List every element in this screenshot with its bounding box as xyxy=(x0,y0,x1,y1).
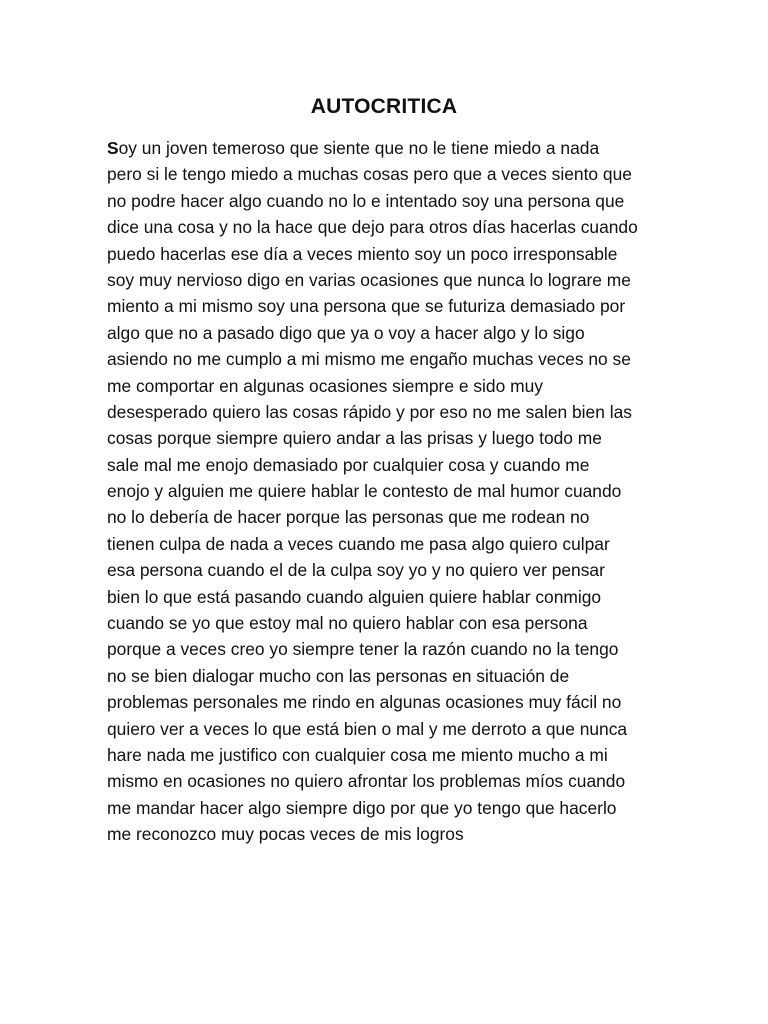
body-line-19: cuando se yo que estoy mal no quiero hablar con esa persona xyxy=(107,613,588,634)
body-line-16: tienen culpa de nada a veces cuando me pasa algo quiero culpar xyxy=(107,533,610,554)
body-line-8: algo que no a pasado digo que ya o voy a hacer algo y lo sigo xyxy=(107,322,585,343)
body-line-12: cosas porque siempre quiero andar a las prisas y luego todo me xyxy=(107,428,602,449)
body-line-6: soy muy nervioso digo en varias ocasiones que nunca lo lograre me xyxy=(107,269,631,290)
body-line-3: no podre hacer algo cuando no lo e intentado soy una persona que xyxy=(107,190,625,211)
body-line-20: porque a veces creo yo siempre tener la razón cuando no la tengo xyxy=(107,639,619,660)
body-line-25: mismo en ocasiones no quiero afrontar los problemas míos cuando xyxy=(107,771,626,792)
body-line-15: no lo debería de hacer porque las personas que me rodean no xyxy=(107,507,590,528)
document-body xyxy=(107,135,667,848)
body-line-11: desesperado quiero las cosas rápido y por eso no me salen bien las xyxy=(107,401,632,422)
body-line-5: puedo hacerlas ese día a veces miento soy un poco irresponsable xyxy=(107,243,618,264)
body-line-7: miento a mi mismo soy una persona que se futuriza demasiado por xyxy=(107,296,626,317)
body-line-17: esa persona cuando el de la culpa soy yo y no quiero ver pensar xyxy=(107,560,605,581)
first-letter: S xyxy=(107,138,119,158)
body-line-13: sale mal me enojo demasiado por cualquier cosa y cuando me xyxy=(107,454,590,475)
document-title: AUTOCRITICA xyxy=(310,95,458,118)
body-line-24: hare nada me justifico con cualquier cosa me miento mucho a mi xyxy=(107,744,608,765)
body-line-4: dice una cosa y no la hace que dejo para otros días hacerlas cuando xyxy=(107,217,638,238)
body-line-23: quiero ver a veces lo que está bien o mal y me derroto a que nunca xyxy=(107,718,628,739)
body-line-27: me reconozco muy pocas veces de mis logros xyxy=(107,824,464,845)
body-line-22: problemas personales me rindo en algunas ocasiones muy fácil no xyxy=(107,692,622,713)
body-line-1 xyxy=(107,135,667,161)
body-line-2: pero si le tengo miedo a muchas cosas pero que a veces siento que xyxy=(107,164,632,185)
body-line-26: me mandar hacer algo siempre digo por que yo tengo que hacerlo xyxy=(107,797,617,818)
body-line-14: enojo y alguien me quiere hablar le contesto de mal humor cuando xyxy=(107,481,622,502)
body-line-9: asiendo no me cumplo a mi mismo me engaño muchas veces no se xyxy=(107,349,631,370)
body-line-1-text: oy un joven temeroso que siente que no le tiene miedo a nada xyxy=(118,138,600,158)
body-line-21: no se bien dialogar mucho con las personas en situación de xyxy=(107,665,570,686)
body-line-10: me comportar en algunas ocasiones siempre e sido muy xyxy=(107,375,543,396)
body-line-18: bien lo que está pasando cuando alguien quiere hablar conmigo xyxy=(107,586,602,607)
